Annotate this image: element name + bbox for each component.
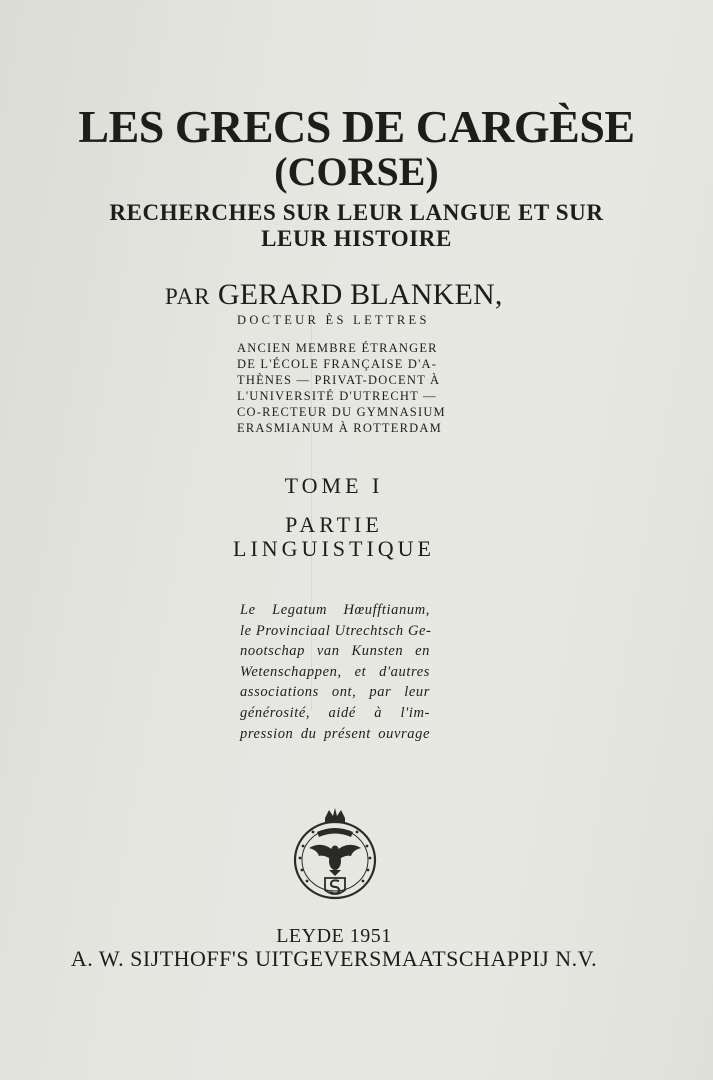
dedication-line: Wetenschappen, et d'autres — [240, 663, 430, 680]
dedication-line: Le Legatum Hœufftianum, — [240, 602, 430, 618]
volume-part-line-2: LINGUISTIQUE — [233, 536, 435, 561]
author-bio-line: THÈNES — PRIVAT-DOCENT À — [237, 373, 441, 388]
imprint-publisher: A. W. SIJTHOFF'S UITGEVERSMAATSCHAPPIJ N.V. — [70, 946, 598, 971]
book-subtitle-line-1: RECHERCHES SUR LEUR LANGUE ET SUR — [109, 200, 604, 225]
dedication-line: le Provinciaal Utrechtsch Ge- — [240, 622, 432, 639]
dedication-line: associations ont, par leur — [240, 684, 430, 701]
author-bio-line: DE L'ÉCOLE FRANÇAISE D'A- — [237, 357, 438, 372]
author-line — [165, 278, 503, 312]
book-title-line-2: (CORSE) — [274, 149, 439, 194]
author-name: GERARD BLANKEN, — [217, 278, 503, 311]
book-subtitle-line-2: LEUR HISTOIRE — [261, 226, 452, 251]
dedication-line: nootschap van Kunsten en — [240, 643, 430, 660]
dedication — [240, 600, 430, 744]
author-par: PAR — [165, 284, 211, 309]
author-bio-line: L'UNIVERSITÉ D'UTRECHT — — [237, 389, 437, 404]
book-title-line-1: LES GRECS DE CARGÈSE — [78, 101, 635, 152]
author-degree: DOCTEUR ÈS LETTRES — [237, 313, 430, 327]
author-bio-line: CO-RECTEUR DU GYMNASIUM — [237, 405, 446, 420]
volume-part-line-1: PARTIE — [285, 512, 383, 537]
author-bio-line: ERASMIANUM À ROTTERDAM — [237, 421, 442, 436]
author-bio — [237, 340, 446, 437]
publisher-eagle-emblem-icon — [289, 806, 381, 902]
imprint-city-year: LEYDE 1951 — [276, 925, 392, 947]
volume-tome: TOME I — [284, 473, 384, 498]
dedication-line: générosité, aidé à l'im- — [240, 704, 430, 721]
dedication-line: pression du présent ouvrage — [240, 725, 430, 742]
author-bio-line: ANCIEN MEMBRE ÉTRANGER — [237, 341, 438, 355]
